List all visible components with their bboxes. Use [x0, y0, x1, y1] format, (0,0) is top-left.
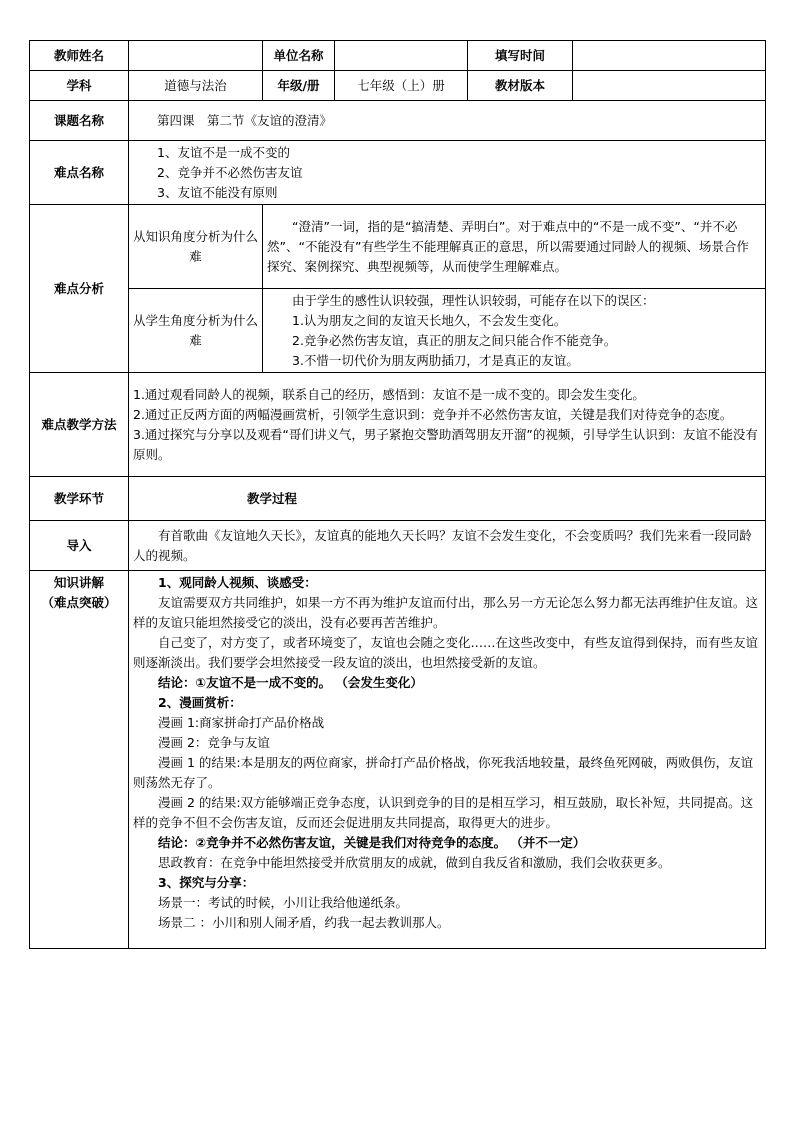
analysis-row-student — [30, 289, 766, 373]
knowledge-angle-paragraph: “澄清”一词，指的是“搞清楚、弄明白”。对于难点中的“不是一成不变”、“并不必然”、“不能没有”有些学生不能理解真正的意思，所以需要通过同龄人的视频、场景合作探究、案例探究、典型视频等，从而使学生理解难点。 — [267, 218, 749, 274]
date-value — [573, 41, 766, 71]
knowledge-paragraph: 漫画 1 的结果:本是朋友的两位商家，拼命打产品价格战，你死我活地较量，最终鱼死网破，两败俱伤，友谊则荡然无存了。 — [133, 755, 754, 790]
knowledge-paragraph: 友谊需要双方共同维护，如果一方不再为维护友谊而付出，那么另一方无论怎么努力都无法再维护住友谊。这样的友谊只能坦然接受它的淡出，没有必要再苦苦维护。 — [133, 595, 759, 630]
difficulty-item: 3、友谊不能没有原则 — [157, 184, 278, 200]
comic-1-caption: 漫画 1:商家拼命打产品价格战 — [158, 715, 325, 730]
method-item: 3.通过探究与分享以及观看“哥们讲义气，男子紧抱交警助酒驾朋友开溜”的视频，引导学生认识到：友谊不能没有原则。 — [133, 426, 758, 462]
analysis-label: 难点分析 — [30, 205, 129, 373]
section-heading-1: 1、观同龄人视频、谈感受： — [158, 575, 317, 590]
grade-value: 七年级（上）册 — [335, 71, 468, 101]
method-list — [129, 373, 766, 477]
scenario-1: 场景一：考试的时候，小川让我给他递纸条。 — [158, 895, 409, 910]
subject-label: 学科 — [30, 71, 129, 101]
knowledge-label-line1: 知识讲解 — [53, 575, 104, 590]
knowledge-row — [30, 571, 766, 949]
knowledge-content — [129, 571, 766, 949]
knowledge-label-line2: （难点突破） — [41, 595, 117, 610]
knowledge-label — [30, 571, 129, 949]
method-item: 2.通过正反两方面的两幅漫画赏析，引领学生意识到：竞争并不必然伤害友谊，关键是我们对待竞争的态度。 — [133, 406, 733, 422]
lesson-label: 课题名称 — [30, 101, 129, 141]
intro-text — [129, 521, 766, 571]
section-heading-3: 3、探究与分享： — [158, 875, 255, 890]
textbook-label: 教材版本 — [468, 71, 573, 101]
unit-value — [335, 41, 468, 71]
lesson-title: 第四课 第二节《友谊的澄清》 — [129, 101, 766, 141]
student-angle-item: 3.不惜一切代价为朋友两肋插刀，才是真正的友谊。 — [292, 352, 579, 368]
method-row — [30, 373, 766, 477]
stage-label: 教学环节 — [30, 477, 129, 521]
textbook-value — [573, 71, 766, 101]
subject-value: 道德与法治 — [129, 71, 263, 101]
process-label: 教学过程 — [129, 477, 766, 521]
header-row-1 — [30, 41, 766, 71]
intro-label: 导入 — [30, 521, 129, 571]
grade-label: 年级/册 — [263, 71, 335, 101]
difficulty-item: 2、竞争并不必然伤害友谊 — [157, 164, 303, 180]
unit-label: 单位名称 — [263, 41, 335, 71]
difficulty-label: 难点名称 — [30, 141, 129, 205]
header-row-2 — [30, 71, 766, 101]
scenario-2: 场景二 ：小川和别人闹矛盾，约我一起去教训那人。 — [158, 915, 450, 930]
date-label: 填写时间 — [468, 41, 573, 71]
teacher-name-label: 教师姓名 — [30, 41, 129, 71]
student-angle-item: 1.认为朋友之间的友谊天长地久，不会发生变化。 — [292, 312, 567, 328]
conclusion-1: 结论：①友谊不是一成不变的。 （会发生变化） — [158, 675, 423, 690]
lesson-plan-table — [29, 40, 766, 949]
student-angle-item: 2.竞争必然伤害友谊，真正的朋友之间只能合作不能竞争。 — [292, 332, 617, 348]
method-item: 1.通过观看同龄人的视频，联系自己的经历，感悟到：友谊不是一成不变的。即会发生变化。 — [133, 386, 645, 402]
student-angle-intro: 由于学生的感性认识较强，理性认识较弱，可能存在以下的误区： — [292, 292, 655, 308]
knowledge-angle-text — [263, 205, 766, 289]
knowledge-paragraph: 自己变了，对方变了，或者环境变了，友谊也会随之变化……在这些改变中，有些友谊得到保持，而有些友谊则逐渐淡出。我们要学会坦然接受一段友谊的淡出，也坦然接受新的友谊。 — [133, 635, 759, 670]
civic-education-note: 思政教育：在竞争中能坦然接受并欣赏朋友的成就，做到自我反省和激励，我们会收获更多。 — [158, 855, 671, 870]
student-angle-label: 从学生角度分析为什么难 — [129, 289, 263, 373]
teacher-name-value — [129, 41, 263, 71]
knowledge-angle-label: 从知识角度分析为什么难 — [129, 205, 263, 289]
lesson-row — [30, 101, 766, 141]
intro-row — [30, 521, 766, 571]
analysis-row-knowledge — [30, 205, 766, 289]
process-header-row — [30, 477, 766, 521]
lesson-plan-page — [29, 40, 765, 949]
comic-2-caption: 漫画 2：竞争与友谊 — [158, 735, 270, 750]
difficulty-row — [30, 141, 766, 205]
method-label: 难点教学方法 — [30, 373, 129, 477]
knowledge-paragraph: 漫画 2 的结果:双方能够端正竞争态度，认识到竞争的目的是相互学习，相互鼓励，取长补短，共同提高。这样的竞争不但不会伤害友谊，反而还会促进朋友共同提高，取得更大的进步。 — [133, 795, 754, 830]
student-angle-text — [263, 289, 766, 373]
difficulty-list — [129, 141, 766, 205]
difficulty-item: 1、友谊不是一成不变的 — [157, 144, 290, 160]
conclusion-2: 结论：②竞争并不必然伤害友谊，关键是我们对待竞争的态度。 （并不一定） — [158, 835, 586, 850]
section-heading-2: 2、漫画赏析： — [158, 695, 242, 710]
intro-paragraph: 有首歌曲《友谊地久天长》，友谊真的能地久天长吗？友谊不会发生变化，不会变质吗？我们先来看一段同龄人的视频。 — [133, 527, 752, 563]
